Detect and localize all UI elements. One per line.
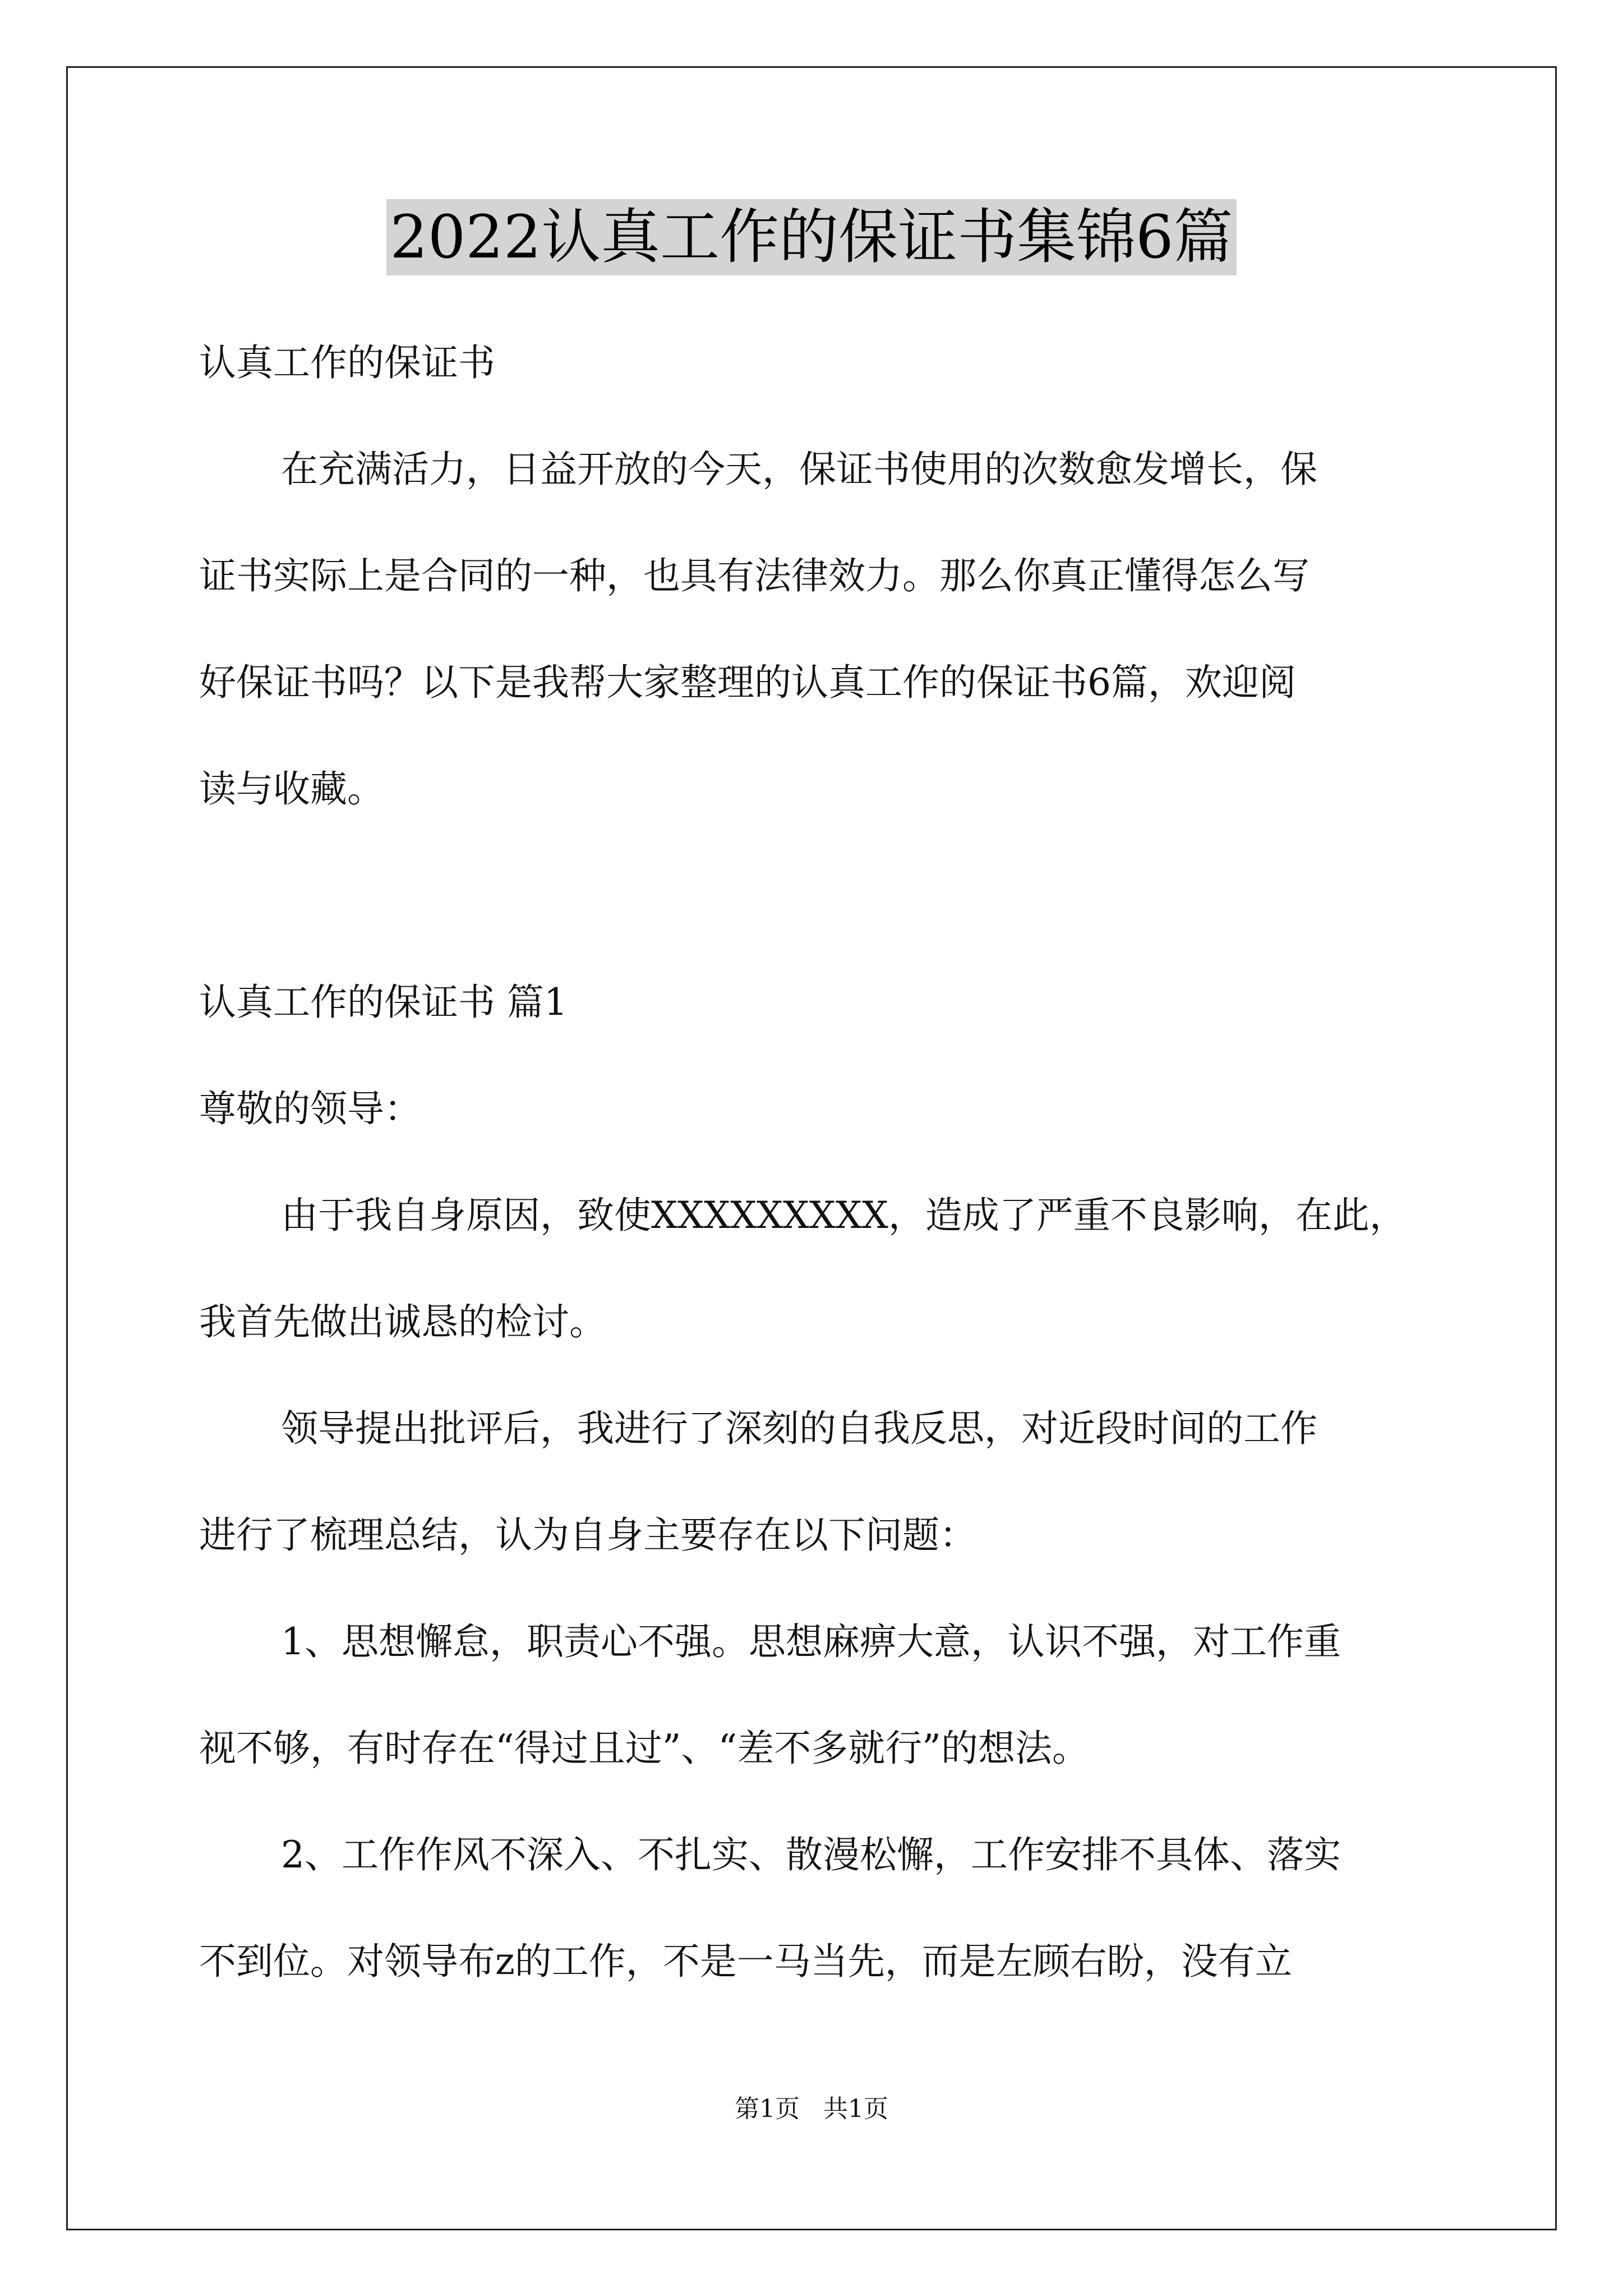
paragraph-line: 2、工作作风不深入、不扎实、散漫松懈，工作安排不具体、落实 [281, 1833, 1341, 1876]
paragraph-line: 1、思想懈怠，职责心不强。思想麻痹大意，认识不强，对工作重 [281, 1620, 1341, 1663]
blank-gap [199, 843, 1433, 949]
salutation: 尊敬的领导： [199, 1087, 421, 1130]
title-wrap [0, 199, 1623, 275]
paragraph-line: 读与收藏。 [199, 767, 384, 811]
page-number-current: 第1页 [735, 2095, 800, 2123]
paragraph-line: 证书实际上是合同的一种，也具有法律效力。那么你真正懂得怎么写 [199, 554, 1310, 597]
section-heading: 认真工作的保证书 [199, 341, 495, 384]
document-body [199, 310, 1433, 2015]
paragraph-line: 进行了梳理总结，认为自身主要存在以下问题： [199, 1513, 976, 1557]
section-heading: 认真工作的保证书 篇1 [199, 981, 568, 1024]
paragraph-line: 在充满活力，日益开放的今天，保证书使用的次数愈发增长，保 [281, 448, 1317, 491]
page-footer [0, 2092, 1623, 2126]
paragraph-line: 由于我自身原因，致使XXXXXXXXX，造成了严重不良影响，在此， [281, 1194, 1407, 1237]
paragraph-line: 我首先做出诚恳的检讨。 [199, 1300, 606, 1343]
paragraph-line: 领导提出批评后，我进行了深刻的自我反思，对近段时间的工作 [281, 1407, 1317, 1450]
document-title: 2022认真工作的保证书集锦6篇 [386, 199, 1236, 275]
paragraph-line: 好保证书吗？以下是我帮大家整理的认真工作的保证书6篇，欢迎阅 [199, 661, 1296, 704]
paragraph-line: 视不够，有时存在“得过且过”、“差不多就行”的想法。 [199, 1727, 1089, 1770]
page-number-total: 共1页 [823, 2095, 888, 2123]
paragraph-line: 不到位。对领导布z的工作，不是一马当先，而是左顾右盼，没有立 [199, 1940, 1292, 1983]
